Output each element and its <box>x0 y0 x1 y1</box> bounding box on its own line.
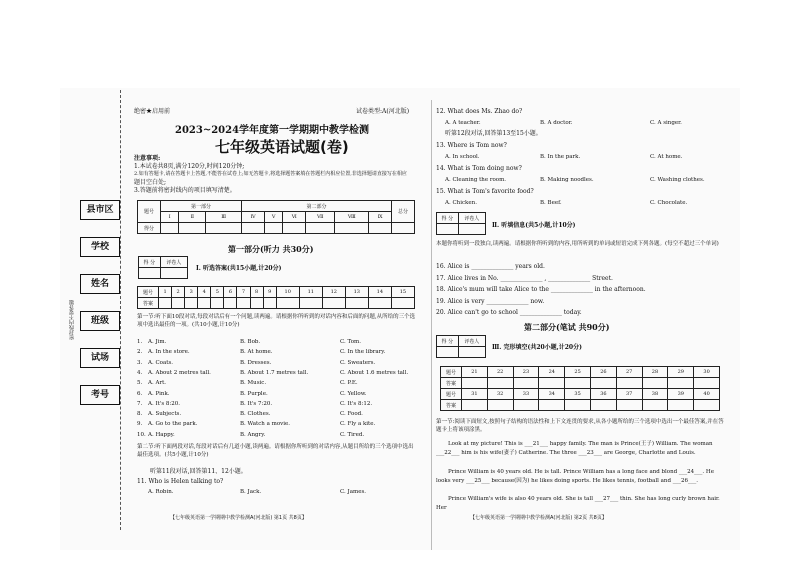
answer-number: 11 <box>299 287 322 298</box>
q13-option-b[interactable]: B. In the park. <box>540 154 581 160</box>
answer-cell[interactable] <box>462 400 488 411</box>
cloze-intro: 第一节:阅读下面短文,按照句子结构的语法性和上下文连贯的要求,从各小题所给的三个选项中选出一个最佳答案,并在答题卡上将该项涂黑。 <box>436 419 724 433</box>
grader-score-label: 得 分 <box>437 213 459 224</box>
grader-score-label: 得 分 <box>437 336 459 347</box>
total-header: 总分 <box>392 201 415 223</box>
answer-number: 32 <box>487 389 513 400</box>
option-c[interactable]: C. Yellow. <box>340 390 367 397</box>
answer-number: 27 <box>616 367 642 378</box>
answer-number: 38 <box>642 389 668 400</box>
info-box-label: 学校 <box>80 237 120 257</box>
note-item: 3.答题前将密封线内的项目填写清楚。 <box>134 187 236 194</box>
score-cell[interactable] <box>283 223 306 234</box>
answer-cell[interactable] <box>462 378 488 389</box>
option-c[interactable]: C. Tired. <box>340 431 365 438</box>
dialog1-label: 听第11段对话,回答第11、12小题。 <box>150 468 247 475</box>
answer-cell[interactable] <box>211 298 224 309</box>
score-cell[interactable] <box>242 223 265 234</box>
answer-number: 29 <box>668 367 694 378</box>
option-b[interactable]: B. It's 7:20. <box>240 400 273 407</box>
info-box-label: 姓名 <box>80 274 120 294</box>
seal-line-text: 密封线内不要答题 <box>69 300 75 340</box>
answer-number: 1 <box>159 287 172 298</box>
answer-number: 2 <box>172 287 185 298</box>
grader-score-cell[interactable] <box>437 347 459 358</box>
question-number: 5. <box>137 380 143 387</box>
answer-row-label: 答案 <box>138 298 159 309</box>
grader-name-label: 评卷人 <box>458 213 485 224</box>
section1-title: Ⅰ. 听选答案(共15小题,计20分) <box>196 265 282 272</box>
answer-number: 14 <box>368 287 391 298</box>
question-number: 8. <box>137 411 143 418</box>
q15-option-a[interactable]: A. Chicken. <box>445 200 477 206</box>
score-cell[interactable] <box>335 223 369 234</box>
answer-number: 10 <box>276 287 299 298</box>
option-b[interactable]: B. Dresses. <box>240 359 272 366</box>
answer-cell[interactable] <box>368 298 391 309</box>
answer-cell[interactable] <box>642 400 668 411</box>
score-cell[interactable] <box>161 223 179 234</box>
option-c[interactable]: C. In the library. <box>340 349 386 356</box>
answer-number: 4 <box>198 287 211 298</box>
score-col-header: Ⅴ <box>265 212 283 223</box>
q15-option-c[interactable]: C. Chocolate. <box>650 200 688 206</box>
answer-cell[interactable] <box>642 378 668 389</box>
option-c[interactable]: C. Sweaters. <box>340 359 376 366</box>
section1b-intro: 第二节:听下面两段对话,每段对话后有几道小题,读两遍。请根据你所听到的对话内容,从题目所给的三个选项中选出最佳选项。(共5小题,计10分) <box>137 444 414 458</box>
option-b[interactable]: B. Purple. <box>240 390 268 397</box>
exam-title: 2023~2024学年度第一学期期中教学检测 <box>175 125 370 136</box>
answer-number: 7 <box>237 287 250 298</box>
answer-cell[interactable] <box>250 298 263 309</box>
answer-cell[interactable] <box>263 298 276 309</box>
answer-cell[interactable] <box>299 298 322 309</box>
grader-score-cell[interactable] <box>437 224 459 235</box>
answer-cell[interactable] <box>590 378 616 389</box>
question-number: 2. <box>137 349 143 356</box>
answer-cell[interactable] <box>391 298 414 309</box>
answer-cell[interactable] <box>276 298 299 309</box>
answer-cell[interactable] <box>487 378 513 389</box>
option-b[interactable]: B. Bob. <box>240 339 261 345</box>
score-cell[interactable] <box>265 223 283 234</box>
q14-option-b[interactable]: B. Making noodles. <box>540 177 594 183</box>
score-cell[interactable] <box>206 223 242 234</box>
option-b[interactable]: B. Angry. <box>240 431 266 438</box>
fill-question: 20. Alice can't go to school ______________ today. <box>436 309 582 316</box>
option-a[interactable]: A. Subjects. <box>148 411 182 418</box>
option-a[interactable]: A. In the store. <box>148 349 190 356</box>
page-divider <box>431 100 432 550</box>
question-number: 1. <box>137 339 143 345</box>
answer-row-label: 答案 <box>441 378 462 389</box>
answer-number: 6 <box>224 287 237 298</box>
option-a[interactable]: A. About 2 metres tall. <box>148 369 211 376</box>
answer-cell[interactable] <box>668 400 694 411</box>
answer-cell[interactable] <box>159 298 172 309</box>
question-number: 3. <box>137 359 143 366</box>
q11-option-a[interactable]: A. Robin. <box>148 489 174 495</box>
grader-box <box>436 212 486 235</box>
score-col-header: Ⅳ <box>242 212 265 223</box>
listening-answer-table <box>137 286 415 309</box>
page2-footer: 【七年级英语第一学期期中教学检测A(河北版) 第2页 共8页】 <box>470 515 607 521</box>
subject-title: 七年级英语试题(卷) <box>215 138 349 156</box>
q13-option-c[interactable]: C. At home. <box>650 154 683 160</box>
option-c[interactable]: C. Food. <box>340 411 363 418</box>
fill-question: 18. Alice's mum will take Alice to the ______________ in the afternoon. <box>436 286 646 293</box>
option-c[interactable]: C. About 1.6 metres tall. <box>340 369 409 376</box>
section2-intro: 本题你将听到一段独白,读两遍。请根据你所听到的内容,用所听到的单词或短语完成下列各题。(每空不超过三个单词) <box>436 241 719 247</box>
fill-question: 17. Alice lives in No. ______________ , ______________ Street. <box>436 274 613 282</box>
q12-option-b[interactable]: B. A doctor. <box>540 120 573 126</box>
answer-cell[interactable] <box>565 400 591 411</box>
answer-cell[interactable] <box>172 298 185 309</box>
answer-cell[interactable] <box>668 378 694 389</box>
score-cell[interactable] <box>392 223 415 234</box>
score-col-header: Ⅷ <box>335 212 369 223</box>
answer-number: 31 <box>462 389 488 400</box>
answer-cell[interactable] <box>616 378 642 389</box>
option-c[interactable]: C. Tom. <box>340 339 362 345</box>
q12-option-a[interactable]: A. A teacher. <box>445 120 481 126</box>
score-cell[interactable] <box>369 223 392 234</box>
answer-cell[interactable] <box>590 400 616 411</box>
score-col-header: Ⅲ <box>206 212 242 223</box>
answer-number: 37 <box>616 389 642 400</box>
option-c[interactable]: C. It's 8:12. <box>340 400 373 407</box>
secret-label: 绝密★启用前 <box>134 108 171 115</box>
q13-option-a[interactable]: A. In school. <box>445 154 480 160</box>
notes-heading: 注意事项: <box>134 155 161 162</box>
section2-title: Ⅱ. 听填信息(共5小题,计10分) <box>492 222 576 229</box>
q14-option-a[interactable]: A. Cleaning the room. <box>445 177 507 183</box>
q11-option-b[interactable]: B. Jack. <box>240 489 262 495</box>
answer-number: 28 <box>642 367 668 378</box>
answer-number: 15 <box>391 287 414 298</box>
score-cell[interactable] <box>306 223 335 234</box>
q14-option-c[interactable]: C. Washing clothes. <box>650 177 705 183</box>
part1-header: 第一部分 <box>161 201 242 212</box>
q15-option-b[interactable]: B. Beef. <box>540 200 562 206</box>
answer-cell[interactable] <box>185 298 198 309</box>
answer-number: 34 <box>539 389 565 400</box>
part1-title: 第一部分(听力 共30分) <box>228 244 314 254</box>
answer-cell[interactable] <box>694 400 720 411</box>
option-b[interactable]: B. Watch a movie. <box>240 421 290 428</box>
option-a[interactable]: A. Jim. <box>148 339 167 345</box>
answer-cell[interactable] <box>539 400 565 411</box>
answer-number: 39 <box>668 389 694 400</box>
answer-row-label: 题号 <box>441 389 462 400</box>
score-col-header: Ⅰ <box>161 212 179 223</box>
answer-row-label: 题号 <box>138 287 159 298</box>
answer-row-label: 题号 <box>441 367 462 378</box>
q13-stem: 13. Where is Tom now? <box>436 142 507 149</box>
answer-number: 22 <box>487 367 513 378</box>
score-cell[interactable] <box>179 223 206 234</box>
option-a[interactable]: A. Coats. <box>148 359 174 366</box>
answer-cell[interactable] <box>694 378 720 389</box>
grader-box <box>138 256 188 279</box>
page1-footer: 【七年级英语第一学期期中教学检测A(河北版) 第1页 共8页】 <box>170 515 307 521</box>
question-number: 4. <box>137 369 143 376</box>
info-box-label: 考号 <box>80 385 120 405</box>
part2-title: 第二部分(笔试 共90分) <box>524 322 610 332</box>
answer-number: 21 <box>462 367 488 378</box>
answer-number: 26 <box>590 367 616 378</box>
q14-stem: 14. What is Tom doing now? <box>436 165 522 172</box>
score-table-no-label: 题号 <box>138 201 161 223</box>
option-b[interactable]: B. Music. <box>240 380 267 387</box>
score-col-header: Ⅶ <box>306 212 335 223</box>
answer-number: 12 <box>322 287 345 298</box>
cloze-paragraph: Look at my picture! This is ___21___ happy family. The man is Prince(王子) William. The woman ___22___ him is his wife(妻子) Catherine. The three ___23___ are George, Charlotte and Louis. <box>436 441 713 456</box>
answer-number: 3 <box>185 287 198 298</box>
answer-cell[interactable] <box>513 378 539 389</box>
answer-number: 40 <box>694 389 720 400</box>
answer-number: 35 <box>565 389 591 400</box>
fill-question: 16. Alice is ______________ years old. <box>436 263 545 270</box>
option-c[interactable]: C. P.E. <box>340 380 358 387</box>
grader-name-cell[interactable] <box>160 268 187 279</box>
grader-box <box>436 335 486 358</box>
cloze-answer-table <box>440 366 720 411</box>
answer-number: 23 <box>513 367 539 378</box>
option-b[interactable]: B. At home. <box>240 349 273 356</box>
option-b[interactable]: B. About 1.7 metres tall. <box>240 369 309 376</box>
answer-number: 36 <box>590 389 616 400</box>
note-item: 2.如有答题卡,请在答题卡上答题,不能答在试卷上;如无答题卡,将选择题答案填在答题栏内相应位置,非选择题请直接写在相应 <box>134 171 407 177</box>
dialog2-label: 听第12段对话,回答第13至15小题。 <box>445 130 542 137</box>
score-col-header: Ⅸ <box>369 212 392 223</box>
grader-score-cell[interactable] <box>139 268 161 279</box>
answer-cell[interactable] <box>539 378 565 389</box>
info-box-label: 试场 <box>80 348 120 368</box>
answer-number: 5 <box>211 287 224 298</box>
section3-title: Ⅲ. 完形填空(共20小题,计20分) <box>492 344 582 351</box>
option-a[interactable]: A. Go to the park. <box>148 421 198 428</box>
score-table-score-label: 得分 <box>138 223 161 234</box>
answer-number: 24 <box>539 367 565 378</box>
option-a[interactable]: A. Pink. <box>148 390 170 397</box>
score-col-header: Ⅵ <box>283 212 306 223</box>
answer-cell[interactable] <box>487 400 513 411</box>
cloze-paragraph: Prince William's wife is also 40 years old. She is tall ___27___ thin. She has long curly brown hair. Her <box>436 496 720 511</box>
question-number: 7. <box>137 400 143 407</box>
fill-question: 19. Alice is very ______________ now. <box>436 297 545 305</box>
grader-score-label: 得 分 <box>139 257 161 268</box>
answer-cell[interactable] <box>616 400 642 411</box>
answer-cell[interactable] <box>322 298 345 309</box>
grader-name-cell[interactable] <box>458 224 485 235</box>
option-a[interactable]: A. Art. <box>148 380 167 387</box>
option-a[interactable]: A. Happy. <box>148 431 175 438</box>
answer-number: 9 <box>263 287 276 298</box>
answer-cell[interactable] <box>224 298 237 309</box>
info-box-label: 县市区 <box>80 200 120 220</box>
q15-stem: 15. What is Tom's favorite food? <box>436 188 534 195</box>
score-col-header: Ⅱ <box>179 212 206 223</box>
part2-header: 第二部分 <box>242 201 392 212</box>
note-item: 题目空白处; <box>134 179 167 186</box>
score-table <box>137 200 415 234</box>
info-box-label: 班级 <box>80 311 120 331</box>
option-b[interactable]: B. Clothes. <box>240 411 271 418</box>
question-number: 10. <box>137 431 146 438</box>
answer-cell[interactable] <box>513 400 539 411</box>
q11-option-c[interactable]: C. James. <box>340 489 367 495</box>
note-item: 1.本试卷共8页,满分120分,时间120分钟; <box>134 163 245 170</box>
answer-cell[interactable] <box>345 298 368 309</box>
q12-stem: 12. What does Ms. Zhao do? <box>436 108 523 115</box>
paper-type: 试卷类型:A(河北版) <box>356 108 410 115</box>
answer-row-label: 答案 <box>441 400 462 411</box>
grader-name-label: 评卷人 <box>458 336 485 347</box>
answer-number: 30 <box>694 367 720 378</box>
q12-option-c[interactable]: C. A singer. <box>650 120 682 126</box>
answer-number: 13 <box>345 287 368 298</box>
answer-cell[interactable] <box>565 378 591 389</box>
cloze-paragraph: Prince William is 40 years old. He is tall. Prince William has a long face and blond ___24___. He looks very ___25___ because(因为) he likes doing sports. He likes tennis, football and ___26___. <box>436 469 714 484</box>
option-c[interactable]: C. Fly a kite. <box>340 421 376 428</box>
question-number: 9. <box>137 421 143 428</box>
answer-number: 25 <box>565 367 591 378</box>
question-number: 6. <box>137 390 143 397</box>
section1a-intro: 第一节:听下面10段对话,每段对话后有一个问题,读两遍。请根据你所听到的对话内容和后面的问题,从所给的三个选项中选出最佳的一项。(共10小题,计10分) <box>137 314 416 328</box>
grader-name-label: 评卷人 <box>160 257 187 268</box>
option-a[interactable]: A. It's 8:20. <box>148 400 181 407</box>
answer-cell[interactable] <box>198 298 211 309</box>
q11-stem: 11. Who is Helen talking to? <box>137 478 224 485</box>
answer-cell[interactable] <box>237 298 250 309</box>
answer-number: 8 <box>250 287 263 298</box>
answer-number: 33 <box>513 389 539 400</box>
grader-name-cell[interactable] <box>458 347 485 358</box>
